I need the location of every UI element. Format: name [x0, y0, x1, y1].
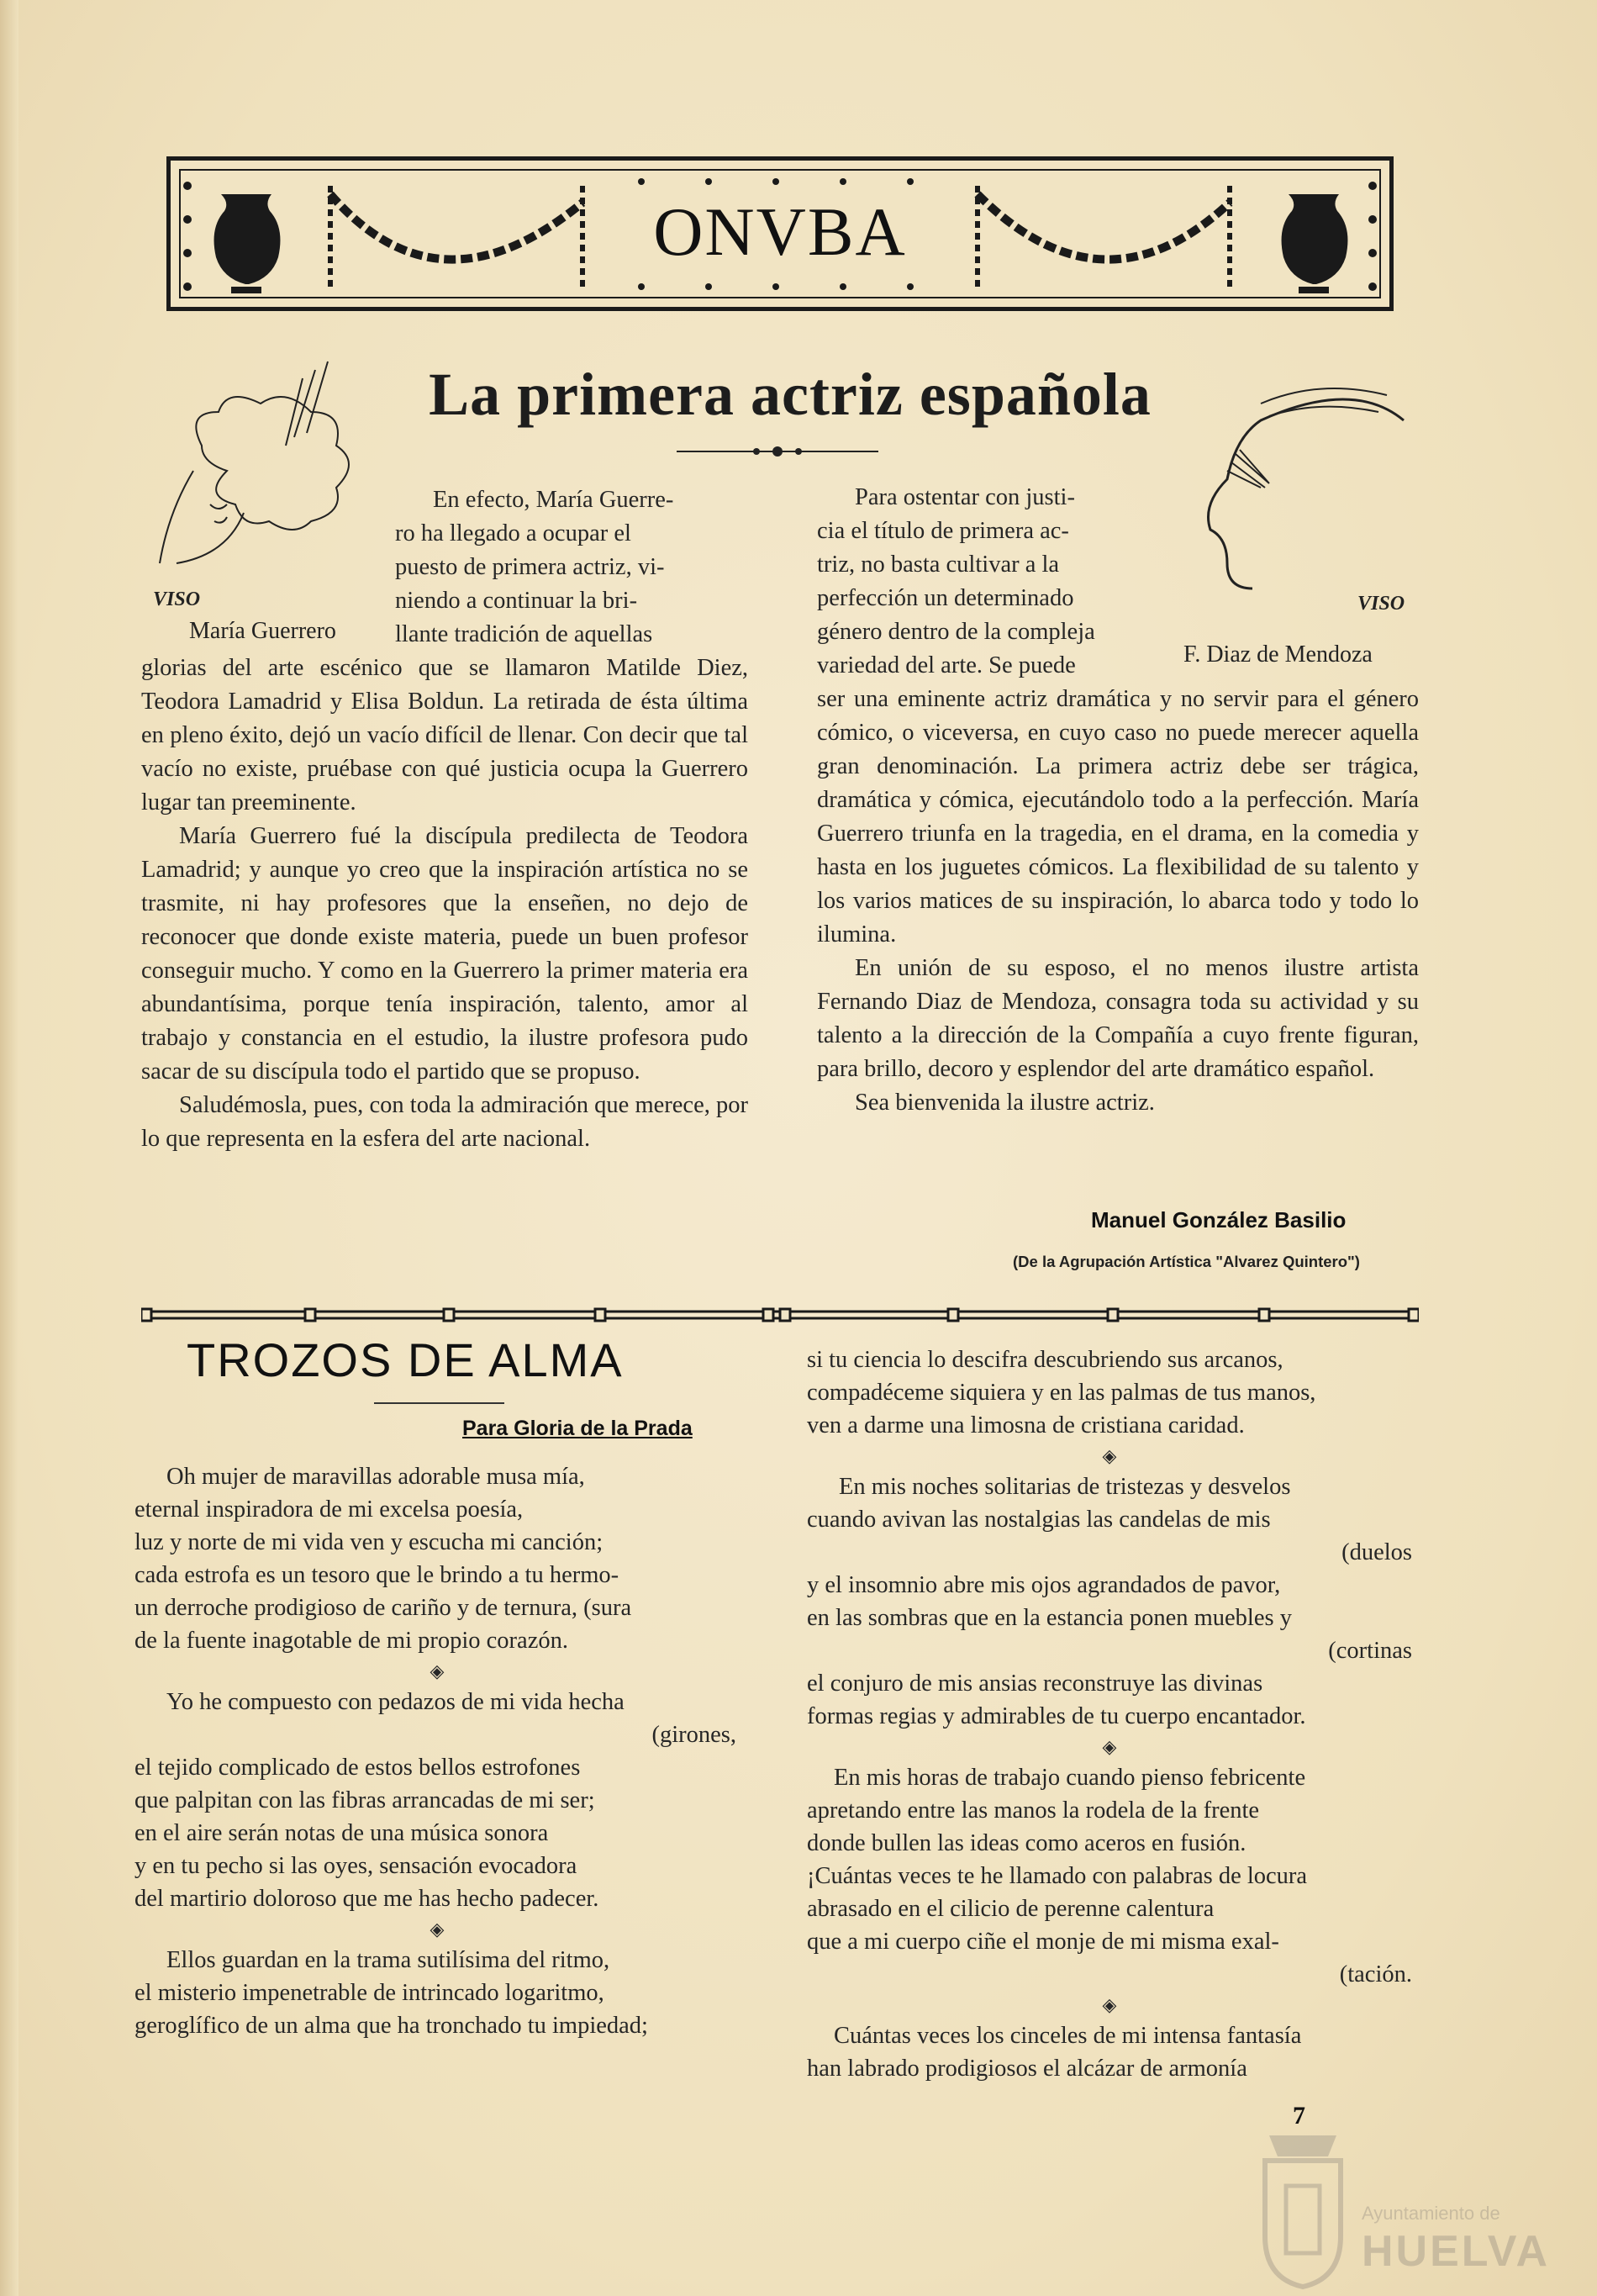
poem-line: Oh mujer de maravillas adorable musa mía,	[166, 1464, 585, 1490]
poem-line: donde bullen las ideas como aceros en fusión.	[807, 1830, 1247, 1856]
poem-line: en el aire serán notas de una música sonora	[134, 1820, 549, 1846]
poem-dedication: Para Gloria de la Prada	[462, 1417, 693, 1440]
caption-diaz-de-mendoza: F. Diaz de Mendoza	[1183, 641, 1373, 668]
paragraph-line: ro ha llegado a ocupar el	[395, 520, 631, 546]
poem-line: apretando entre las manos la rodela de la frente	[807, 1797, 1260, 1824]
caption-maria-guerrero: María Guerrero	[189, 618, 336, 644]
poem-line: eternal inspiradora de mi excelsa poesía,	[134, 1496, 524, 1523]
article1-left-intro	[395, 483, 748, 652]
maria-guerrero-sketch-icon	[143, 353, 387, 605]
paragraph-line: Para ostentar con justi-	[855, 484, 1075, 510]
poem-line: Ellos guardan en la trama sutilísima del ritmo,	[166, 1947, 610, 1973]
article1-left-body	[141, 652, 748, 1156]
poem-line: En mis horas de trabajo cuando pienso febricente	[834, 1765, 1306, 1791]
paragraph-line: variedad del arte. Se puede	[817, 652, 1076, 678]
stanza-ornament-icon: ◈	[1102, 1445, 1117, 1466]
page-binding-edge	[0, 0, 18, 2296]
poem-line: del martirio doloroso que me has hecho padecer.	[134, 1886, 599, 1912]
paragraph-line: género dentro de la compleja	[817, 619, 1095, 645]
sketch-signature-right: VISO	[1357, 593, 1405, 615]
paragraph: Saludémosla, pues, con toda la admiración que merece, por lo que representa en la esfera del arte nacional.	[141, 1092, 748, 1152]
section-separator-icon	[141, 1306, 1419, 1324]
poem-line: y en tu pecho si las oyes, sensación evocadora	[134, 1853, 577, 1879]
poem-line: abrasado en el cilicio de perenne calentura	[807, 1896, 1215, 1922]
watermark-line1: Ayuntamiento de	[1362, 2203, 1500, 2224]
poem-line: el misterio impenetrable de intrincado logaritmo,	[134, 1980, 604, 2006]
paragraph: En unión de su esposo, el no menos ilustre artista Fernando Diaz de Mendoza, consagra toda su actividad y su talento a la dirección de la Compañía a cuyo frente figuran, para brillo, decoro y esplendor del arte dramático español.	[817, 955, 1419, 1082]
poem-line: cada estrofa es un tesoro que le brindo a tu hermo-	[134, 1562, 619, 1588]
poem-line: geroglífico de un alma que ha tronchado tu impiedad;	[134, 2013, 648, 2039]
article-title: La primera actriz española	[429, 361, 1152, 428]
poem-title: TROZOS DE ALMA	[187, 1333, 624, 1386]
masthead-banner	[166, 156, 1394, 311]
paragraph-line: niendo a continuar la bri-	[395, 588, 638, 614]
paragraph: glorias del arte escénico que se llamaron Matilde Diez, Teodora Lamadrid y Elisa Boldun. La retirada de ésta última en pleno éxito, dejó un vacío difícil de llenar. Con decir que tal vacío no existe, pruébase con qué justicia ocupa la Guerrero lugar tan preeminente.	[141, 655, 748, 815]
poem-line: (cortinas	[1328, 1638, 1412, 1664]
paragraph-line: perfección un determinado	[817, 585, 1074, 611]
poem-line: y el insomnio abre mis ojos agrandados de pavor,	[807, 1572, 1281, 1598]
title-underline	[374, 1402, 504, 1404]
poem-line: formas regias y admirables de tu cuerpo encantador.	[807, 1703, 1306, 1729]
poem-line: de la fuente inagotable de mi propio corazón.	[134, 1628, 568, 1654]
coat-of-arms-icon	[1252, 2127, 1353, 2295]
poem-line: En mis noches solitarias de tristezas y desvelos	[839, 1474, 1291, 1500]
poem-line: (girones,	[651, 1722, 736, 1748]
article1-right-body	[817, 683, 1419, 1120]
poem-line: han labrado prodigiosos el alcázar de armonía	[807, 2056, 1247, 2082]
paragraph: ser una eminente actriz dramática y no servir para el género cómico, o viceversa, en cuyo caso no puede merecer aquella gran denominación. La primera actriz debe ser trágica, dramática y cómica, ejecutándolo todo a la perfección. María Guerrero triunfa en la tragedia, en el drama, en la comedia y hasta en los juguetes cómicos. La flexibilidad de su talento y los varios matices de su inspiración, lo abarca todo y todo lo ilumina.	[817, 686, 1419, 947]
poem-line: compadéceme siquiera y en las palmas de tus manos,	[807, 1380, 1316, 1406]
author-affiliation: (De la Agrupación Artística "Alvarez Quintero")	[1013, 1253, 1360, 1270]
article1-right-intro	[817, 481, 1187, 683]
title-divider-icon	[677, 446, 878, 457]
stanza-ornament-icon: ◈	[1102, 1736, 1117, 1757]
stanza-ornament-icon: ◈	[1102, 1994, 1117, 2015]
poem-line: Yo he compuesto con pedazos de mi vida hecha	[166, 1689, 625, 1715]
paragraph-line: puesto de primera actriz, vi-	[395, 554, 665, 580]
watermark-line2: HUELVA	[1362, 2227, 1551, 2276]
poem-line: ¡Cuántas veces te he llamado con palabras de locura	[807, 1863, 1308, 1889]
poem-line: si tu ciencia lo descifra descubriendo sus arcanos,	[807, 1347, 1283, 1373]
poem-line: el conjuro de mis ansias reconstruye las divinas	[807, 1671, 1263, 1697]
poem-left-column	[134, 1460, 740, 2042]
stanza-ornament-icon: ◈	[430, 1660, 445, 1681]
poem-line: en las sombras que en la estancia ponen muebles y	[807, 1605, 1292, 1631]
poem-line: que a mi cuerpo ciñe el monje de mi misma exal-	[807, 1929, 1279, 1955]
sketch-signature-left: VISO	[153, 589, 201, 610]
poem-line: ven a darme una limosna de cristiana caridad.	[807, 1412, 1245, 1438]
page-number: 7	[1293, 2102, 1305, 2130]
paragraph-line: cia el título de primera ac-	[817, 518, 1069, 544]
poem-line: que palpitan con las fibras arrancadas de mi ser;	[134, 1787, 595, 1813]
diaz-de-mendoza-sketch-icon	[1194, 370, 1412, 614]
poem-right-column	[807, 1343, 1412, 2085]
poem-line: Cuántas veces los cinceles de mi intensa fantasía	[834, 2023, 1302, 2049]
huelva-watermark	[1252, 2127, 1572, 2295]
paragraph: María Guerrero fué la discípula predilecta de Teodora Lamadrid; y aunque yo creo que la inspiración artística no se trasmite, ni hay profesores que la enseñen, no dejo de reconocer que donde existe materia, puede un buen profesor conseguir mucho. Y como en la Guerrero la primer materia era abundantísima, porque tenía inspiración, talento, amor al trabajo y constancia en el estudio, la ilustre profesora pudo sacar de su discípula todo el partido que se propuso.	[141, 823, 748, 1085]
poem-line: un derroche prodigioso de cariño y de ternura, (sura	[134, 1595, 632, 1621]
poem-line: luz y norte de mi vida ven y escucha mi canción;	[134, 1529, 603, 1555]
poem-line: el tejido complicado de estos bellos estrofones	[134, 1755, 581, 1781]
paragraph-line: llante tradición de aquellas	[395, 621, 653, 647]
paragraph-line: triz, no basta cultivar a la	[817, 552, 1060, 578]
author-name: Manuel González Basilio	[1091, 1207, 1347, 1232]
poem-line: (duelos	[1341, 1539, 1412, 1565]
masthead-title: ONVBA	[653, 193, 907, 270]
stanza-ornament-icon: ◈	[430, 1919, 445, 1940]
paragraph: Sea bienvenida la ilustre actriz.	[855, 1090, 1155, 1116]
poem-line: cuando avivan las nostalgias las candelas de mis	[807, 1507, 1271, 1533]
paragraph-line: En efecto, María Guerre-	[433, 487, 674, 513]
poem-line: (tación.	[1339, 1961, 1412, 1987]
